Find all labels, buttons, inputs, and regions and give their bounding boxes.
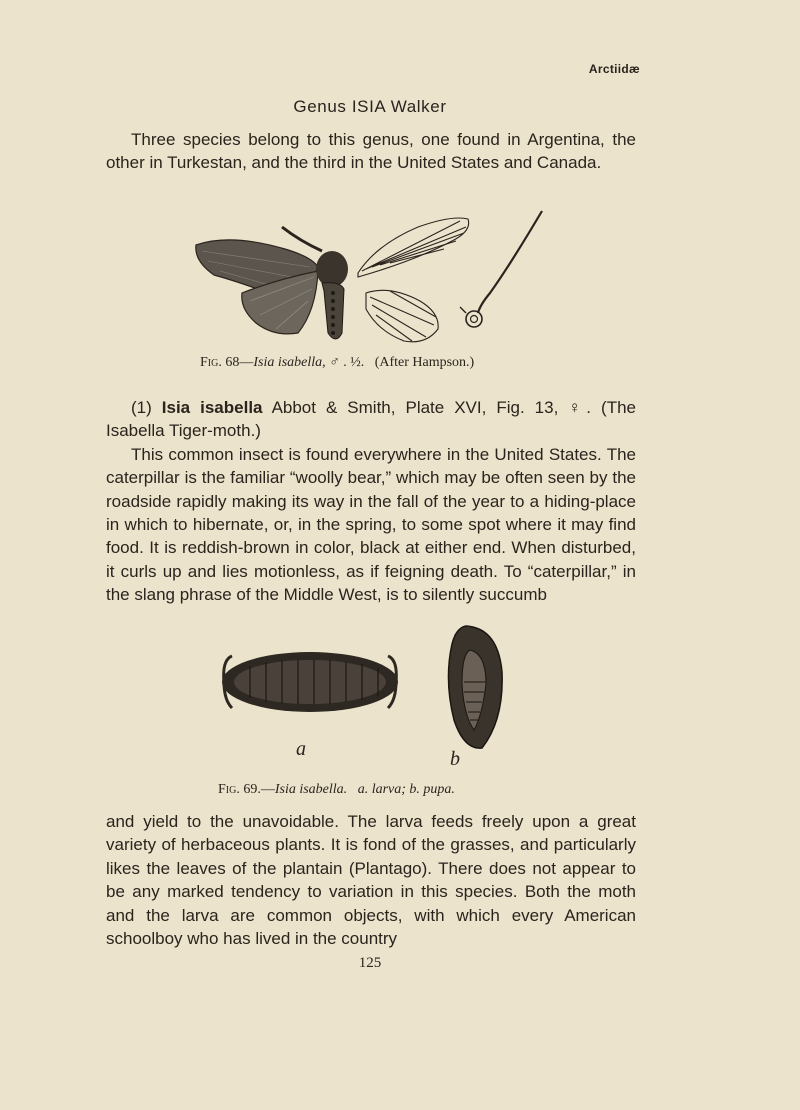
- caption-sex-scale: ♂ . ½.: [329, 355, 365, 370]
- figure-label: Fig. 69.: [218, 782, 261, 797]
- intro-paragraph: Three species belong to this genus, one found in Argentina, the other in Turkestan, and the third in the United States and Canada.: [106, 130, 636, 173]
- larva-illustration: [222, 652, 398, 712]
- caption-dash: —: [260, 782, 275, 797]
- species-number: (1): [131, 398, 152, 417]
- caption-dash: —: [239, 355, 254, 370]
- species-authority: Abbot & Smith, Plate XVI, Fig. 13, ♀.: [271, 398, 592, 417]
- species-heading: [106, 396, 636, 443]
- species-entry: [106, 396, 636, 607]
- moth-antenna: [282, 227, 322, 251]
- figure-69-caption: [218, 782, 455, 798]
- figure-letter-b: b: [450, 748, 460, 770]
- pupa-illustration: [448, 626, 502, 748]
- species-name: Isia isabella: [161, 398, 263, 417]
- species-common-name: (The Isabella Tiger-moth.): [106, 398, 636, 441]
- page-number: 125: [358, 955, 382, 971]
- antenna-detail: [460, 211, 542, 327]
- genus-title: Genus ISIA Walker: [293, 97, 447, 116]
- caption-source: (After Hampson.): [374, 355, 475, 370]
- caption-species: Isia isabella,: [253, 355, 326, 370]
- species-description: This common insect is found everywhere in the United States. The caterpillar is the familiar “woolly bear,” which may be often seen by the roadside rapidly making its way in the fall of the year to a hiding-place in which to hibernate, or, in the spring, to some spot where it may find food. It is reddish-brown in color, black at either end. When disturbed, it curls up and lies motionless, as if feigning death. To “caterpillar,” in the slang phrase of the Middle West, is to silently succumb: [106, 444, 636, 605]
- continuation-paragraph: and yield to the unavoidable. The larva feeds freely upon a great variety of herbaceous plants. It is fond of the grasses, and particularly likes the leaves of the plantain (Plantago). There does not appear to be any marked tendency to variation in this species. Both the moth and the larva are common objects, with which every American schoolboy who has lived in the country: [106, 812, 636, 949]
- figure-letter-a: a: [296, 738, 306, 760]
- figure-68-moth-illustration: [190, 205, 550, 350]
- moth-thorax: [316, 251, 348, 287]
- caption-parts: a. larva; b. pupa.: [357, 782, 455, 797]
- figure-69-larva-pupa-illustration: [220, 620, 520, 770]
- running-head: Arctiidæ: [588, 62, 640, 76]
- moth-abdomen: [322, 283, 344, 339]
- caption-species: Isia isabella.: [274, 782, 348, 797]
- forewing-venation-diagram: [358, 218, 469, 277]
- figure-label: Fig. 68: [200, 355, 240, 370]
- hindwing-venation-diagram: [366, 290, 438, 341]
- figure-68-caption: [200, 355, 474, 371]
